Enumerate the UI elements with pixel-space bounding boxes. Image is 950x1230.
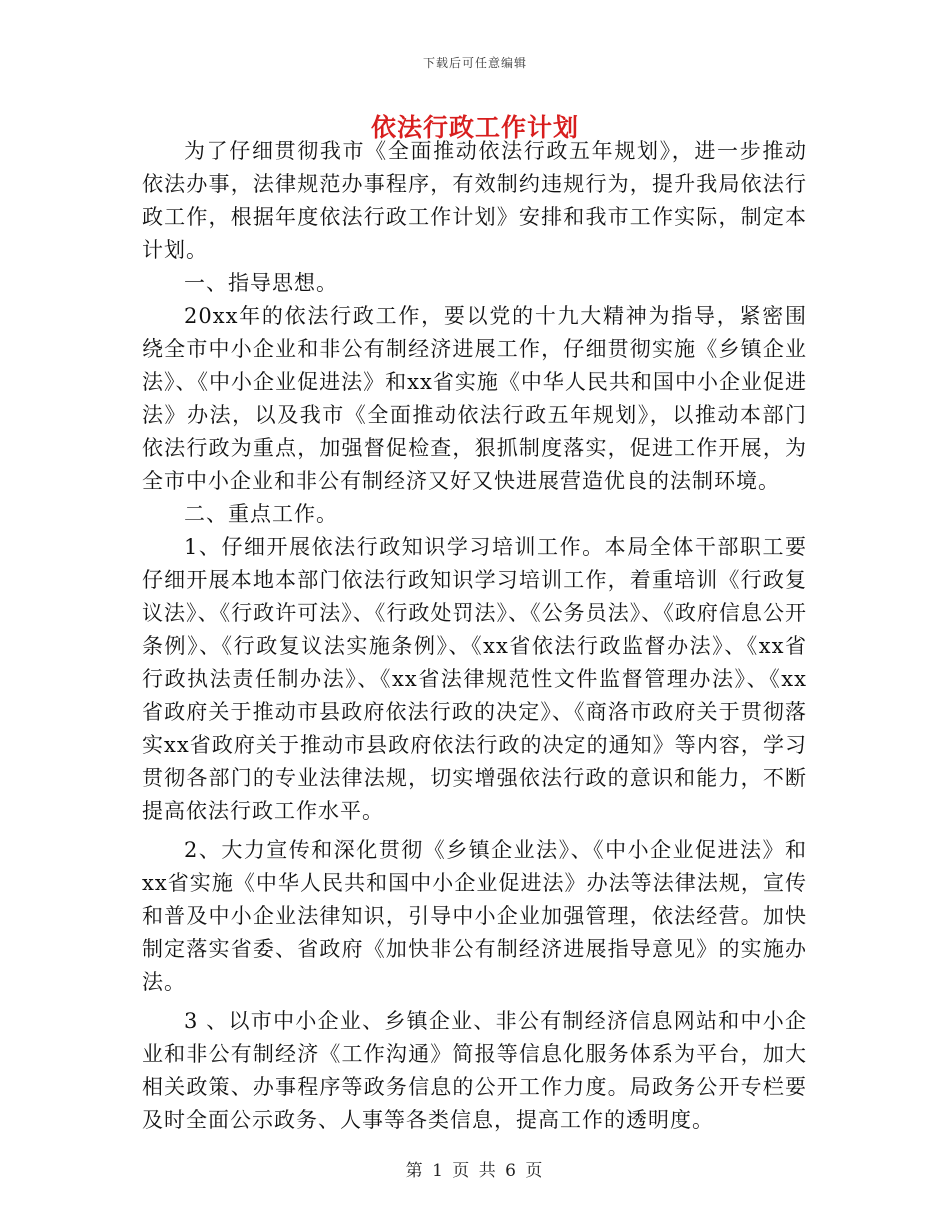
paragraph-item-2: 2、大力宣传和深化贯彻《乡镇企业法》、《中小企业促进法》和xx省实施《中华人民共和国中小企业促进法》办法等法律法规，宣传和普及中小企业法律知识，引导中小企业加强管理，依法经营。加快制定落实省委、省政府《加快非公有制经济进展指导意见》的实施办法。 <box>142 838 807 994</box>
document-title: 依法行政工作计划 <box>370 113 579 142</box>
paragraph-item-3: 3 、以市中小企业、乡镇企业、非公有制经济信息网站和中小企业和非公有制经济《工作沟通》简报等信息化服务体系为平台，加大相关政策、办事程序等政务信息的公开工作力度。局政务公开专栏要及时全面公示政务、人事等各类信息，提高工作的透明度。 <box>142 1009 807 1132</box>
paragraph-item-1: 1、仔细开展依法行政知识学习培训工作。本局全体干部职工要仔细开展本地本部门依法行政知识学习培训工作，着重培训《行政复议法》、《行政许可法》、《行政处罚法》、《公务员法》、《政府信息公开条例》、《行政复议法实施条例》、《xx省依法行政监督办法》、《xx省行政执法责任制办法》、《xx省法律规范性文件监督管理办法》、《xx省政府关于推动市县政府依法行政的决定》、《商洛市政府关于贯彻落实xx省政府关于推动市县政府依法行政的决定的通知》等内容，学习贯彻各部门的专业法律法规，切实增强依法行政的意识和能力，不断提高依法行政工作水平。 <box>142 535 807 823</box>
paragraph-intro: 为了仔细贯彻我市《全面推动依法行政五年规划》，进一步推动依法办事，法律规范办事程序，有效制约违规行为，提升我局依法行政工作，根据年度依法行政工作计划》安排和我市工作实际，制定本计划。 <box>142 139 807 262</box>
heading-guiding-thought: 一、指导思想。 <box>184 271 338 295</box>
document-body <box>142 135 807 1137</box>
paragraph-guiding-thought: 20xx年的依法行政工作，要以党的十九大精神为指导，紧密围绕全市中小企业和非公有制经济进展工作，仔细贯彻实施《乡镇企业法》、《中小企业促进法》和xx省实施《中华人民共和国中小企业促进法》办法，以及我市《全面推动依法行政五年规划》，以推动本部门依法行政为重点，加强督促检查，狠抓制度落实，促进工作开展，为全市中小企业和非公有制经济又好又快进展营造优良的法制环境。 <box>142 304 807 493</box>
header-note: 下载后可任意编辑 <box>422 56 527 70</box>
page-number: 第 1 页 共 6 页 <box>405 1161 545 1181</box>
heading-key-work: 二、重点工作。 <box>184 502 338 526</box>
